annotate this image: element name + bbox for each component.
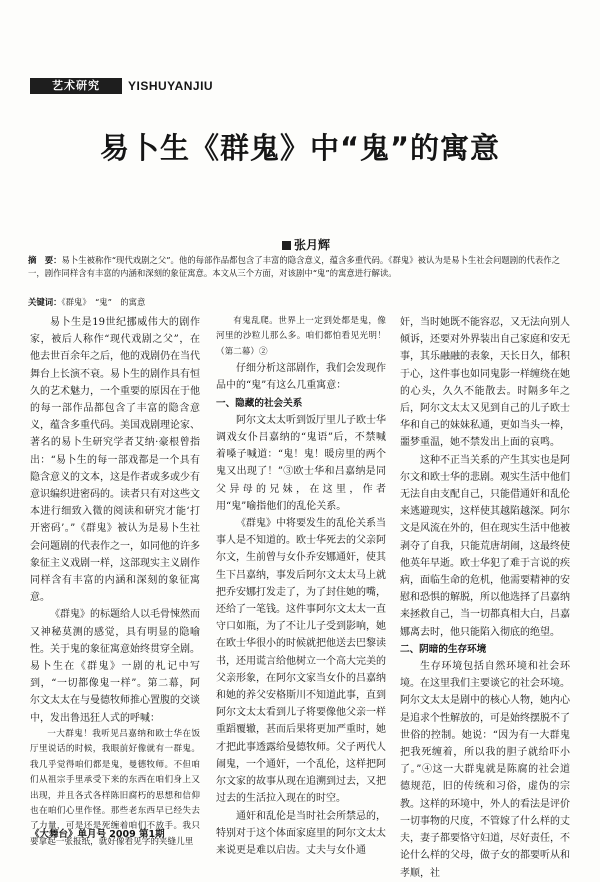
paragraph: 易卜生是19世纪挪威伟大的剧作家，被后人称作“现代戏剧之父”，在他去世百余年之后，他的戏剧仍在当代舞台上长演不衰。易卜生的剧作具有恒久的艺术魅力，一个重要的原因在于他的每一部作品都包含了丰富的隐含意义，蕴含多重代码。美国戏剧理论家、著名的易卜生研究学者艾纳·豪根曾指出：“易卜生的每一部戏都是一个具有隐含意义的文本，这是作者或多或少有意识编织进密码的。读者只有对这些文本进行细致入微的阅读和研究才能‘打开密码’。”《群鬼》被认为是易卜生社会问题剧的代表作之一，如同他的许多象征主义戏剧一样，这部现实主义剧作同样含有丰富的内涵和深刻的象征寓意。 <box>30 317 200 604</box>
author-marker <box>282 241 291 250</box>
keywords-label: 关键词： <box>28 297 62 307</box>
paragraph: 通奸和乱伦是当时社会所禁忌的，特别对于这个体面家庭里的阿尔文太太来说更是难以启齿。丈夫与女仆通 <box>216 810 386 856</box>
block-quote: 有鬼乱爬。世界上一定到处都是鬼，像河里的沙粒儿那么多。咱们都怕看见光明！（第二幕）② <box>216 316 386 357</box>
article-title: 易卜生《群鬼》中“鬼”的寓意 <box>99 131 501 165</box>
paragraph: 仔细分析这部剧作，我们会发现作品中的“鬼”有这么几重寓意： <box>216 363 386 392</box>
paragraph: 《群鬼》中将要发生的乱伦关系当事人是不知道的。欧士华死去的父亲阿尔文，生前曾与女仆乔安娜通奸，使其生下吕嘉纳，事发后阿尔文太太马上就把乔安娜打发走了，为了封住她的嘴，还给了一笔钱。这件事阿尔文太太一直守口如瓶，为了不让儿子受到影响，她在欧士华很小的时候就把他送去巴黎读书，还用谎言给他树立一个高大完美的父亲形象，在阿尔文家当女仆的吕嘉纳和她的养父安格斯川不知道此事，直到阿尔文太太看到儿子将要像他父亲一样重蹈覆辙，甚而后果将更加严重时，她才把此事透露给曼德牧师。父子两代人闹鬼，一个通奸，一个乱伦，这样把阿尔文家的故事从现在追溯到过去，又把过去的生活拉入现在的时空。 <box>216 518 386 805</box>
section-heading: 二、阴暗的生存环境 <box>400 643 487 655</box>
section-heading: 一、隐藏的社会关系 <box>216 397 303 409</box>
author-name: 张月辉 <box>294 238 331 252</box>
paragraph: 奸，当时她既不能容忍，又无法向别人倾诉，还要对外界装出自己家庭和安无事，其乐融融的表象，天长日久，郁积于心，这件事也如同鬼影一样缠绕在她的心头，久久不能散去。时隔多年之后，阿尔文太太又见到自己的儿子欧士华和自己的妹妹私通，更如当头一棒，噩梦重温，她不禁发出上面的哀鸣。 <box>400 317 570 449</box>
page-footer: 《大舞台》单月号 2009 第1期 <box>30 829 165 840</box>
column-2 <box>216 314 386 856</box>
paragraph: 阿尔文太太听到饭厅里儿子欧士华调戏女仆吕嘉纳的“鬼语”后，不禁喊着嗓子喊道：“鬼！鬼！暖房里的两个鬼又出现了！”③欧士华和吕嘉纳是同父异母的兄妹，在这里，作者用“鬼”喻指他们的乱伦关系。 <box>216 414 386 512</box>
paragraph: 这种不正当关系的产生其实也是阿尔文和欧士华的悲剧。观实生活中他们无法自由支配自己，只能借通奸和乱伦来逃避现实，这样使其越陷越深。阿尔文是风流在外的，但在现实生活中他被剥夺了自我，只能荒唐胡闹，这最终使他英年早逝。欧士华犯了难于言说的疾病，面临生命的危机，他需要精神的安慰和恐惧的解脱，所以他选择了吕嘉纳来拯救自己，当一切都真相大白，吕嘉娜离去时，他只能陷入彻底的绝望。 <box>400 454 570 638</box>
block-quote: 一大群鬼！我听见吕嘉纳和欧士华在饭厅里说话的时候，我眼前好像就有一群鬼。我几乎觉得咱们都是鬼，曼德牧师。不但咱们从祖宗手里承受下来的东西在咱们身上又出现，并且各式各样陈旧腐朽的思想和信仰也在咱们心里作怪。那些老东西早已经失去了力量，可是还是死缠着咱们不放手。我只要拿起一张报纸，就好像看见字的夹缝儿里 <box>30 728 200 847</box>
section-label: 艺术研究 <box>30 78 122 94</box>
abstract-text: 易卜生被称作“现代戏剧之父”。他的每部作品都包含了丰富的隐含意义，蕴含多重代码。《群鬼》被认为是易卜生社会问题剧的代表作之一，剧作同样含有丰富的内涵和深刻的象征寓意。本文从三个方面，对该剧中“鬼”的寓意进行解读。 <box>28 255 560 278</box>
author-line <box>282 236 330 253</box>
keywords-text: 《群鬼》 “鬼” 的寓意 <box>61 297 146 307</box>
abstract <box>28 254 570 280</box>
abstract-label: 摘 要： <box>28 255 62 265</box>
paragraph: 《群鬼》的标题给人以毛骨悚然而又神秘莫测的感觉，具有明显的隐喻性。关于鬼的象征寓意始终贯穿全剧。易卜生在《群鬼》一剧的札记中写到，“一切都像鬼一样”。第二幕，阿尔文太太在与曼德牧师推心置腹的交谈中，发出鲁迅狂人式的呼喊： <box>30 609 200 724</box>
column-3 <box>400 314 570 879</box>
keywords <box>28 296 570 309</box>
paragraph: 生存环境包括自然环境和社会环境。在这里我们主要谈它的社会环境。阿尔文太太是剧中的核心人物，她内心是追求个性解放的，可是始终摆脱不了世俗的控制。她说：“因为有一大群鬼把我死缠着，所以我的胆子就给吓小了。”④这一大群鬼就是陈腐的社会道德规范，旧的传统和习俗，虚伪的宗教。这样的环境中，外人的看法是评价一切事物的尺度，不管嫁了什么样的丈夫，妻子都要恪守妇道，尽好责任，不论什么样的父母，做子女的都要听从和孝顺，社 <box>400 661 570 879</box>
section-pinyin: YISHUYANJIU <box>128 79 214 93</box>
